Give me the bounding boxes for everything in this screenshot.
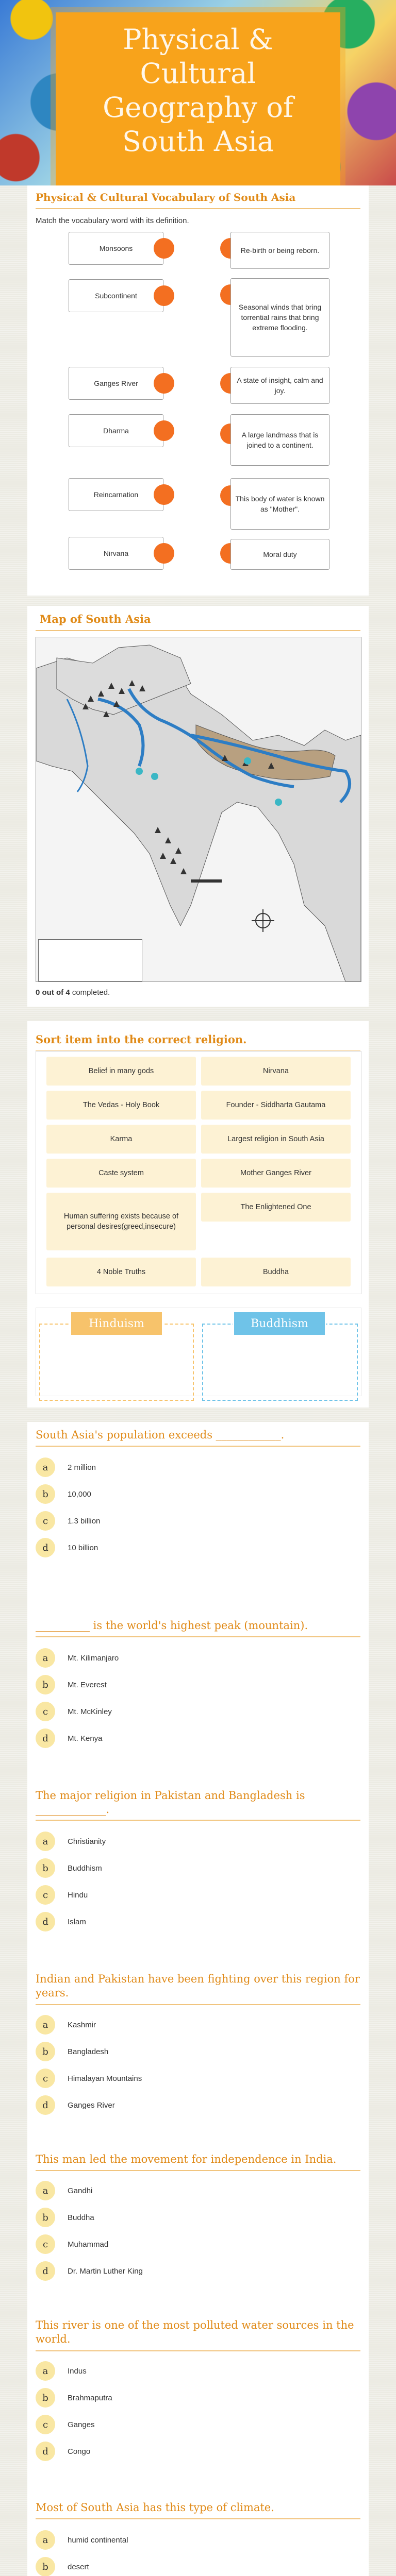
quiz-option[interactable]	[36, 1858, 102, 1878]
quiz-option[interactable]	[36, 2361, 87, 2381]
quiz-option[interactable]	[36, 2095, 115, 2115]
sort-card	[27, 1021, 369, 1408]
option-text: Christianity	[68, 1837, 106, 1846]
option-letter: d	[36, 2442, 55, 2461]
quiz-option[interactable]	[36, 2387, 112, 2408]
term-subcontinent[interactable]: Subcontinent	[69, 279, 163, 312]
option-text: 10 billion	[68, 1543, 98, 1552]
quiz-option[interactable]	[36, 1648, 119, 1668]
quiz-question: South Asia's population exceeds ____________.	[36, 1429, 285, 1441]
map-progress-suffix: completed.	[70, 988, 110, 997]
option-text: 10,000	[68, 1489, 91, 1499]
sort-item[interactable]: Mother Ganges River	[201, 1159, 351, 1188]
option-text: Dr. Martin Luther King	[68, 2266, 143, 2276]
quiz-option[interactable]	[36, 2441, 90, 2462]
option-letter: c	[36, 2415, 55, 2434]
option-text: Mt. Kenya	[68, 1734, 103, 1743]
quiz-option[interactable]	[36, 1537, 98, 1558]
option-letter: a	[36, 2015, 55, 2035]
term-ganges-river[interactable]: Ganges River	[69, 367, 163, 400]
hinduism-label: Hinduism	[70, 1311, 163, 1336]
definition-item[interactable]: A large landmass that is joined to a continent.	[230, 414, 329, 466]
sort-item[interactable]: Founder - Siddharta Gautama	[201, 1091, 351, 1120]
sort-bins-area	[36, 1308, 361, 1396]
buddhism-label: Buddhism	[233, 1311, 326, 1336]
term-monsoons[interactable]: Monsoons	[69, 232, 163, 265]
quiz-option[interactable]	[36, 2530, 128, 2550]
quiz-divider	[36, 1446, 360, 1447]
sort-item[interactable]: Belief in many gods	[46, 1057, 196, 1086]
option-text: Ganges River	[68, 2100, 115, 2110]
quiz-divider	[36, 2170, 360, 2171]
quiz-option[interactable]	[36, 1701, 112, 1722]
option-letter: d	[36, 2095, 55, 2115]
option-letter: c	[36, 2234, 55, 2254]
vocab-instructions: Match the vocabulary word with its definition.	[36, 216, 189, 225]
option-text: Brahmaputra	[68, 2393, 112, 2402]
quiz-option[interactable]	[36, 1911, 86, 1932]
sort-item[interactable]: Buddha	[201, 1258, 351, 1286]
option-text: Congo	[68, 2447, 91, 2456]
quiz-option[interactable]	[36, 2234, 108, 2255]
option-text: Hindu	[68, 1890, 88, 1900]
quiz-option[interactable]	[36, 2261, 143, 2281]
option-text: Mt. McKinley	[68, 1707, 112, 1716]
option-letter: b	[36, 2388, 55, 2408]
term-connector-dot[interactable]	[154, 543, 174, 564]
term-connector-dot[interactable]	[154, 238, 174, 259]
option-text: Bangladesh	[68, 2047, 109, 2056]
term-nirvana[interactable]: Nirvana	[69, 537, 163, 570]
option-text: Indus	[68, 2366, 87, 2376]
sort-item[interactable]: Caste system	[46, 1159, 196, 1188]
map-title: Map of South Asia	[36, 612, 360, 631]
quiz-divider	[36, 2004, 360, 2005]
term-dharma[interactable]: Dharma	[69, 414, 163, 447]
option-letter: d	[36, 1728, 55, 1748]
quiz-option[interactable]	[36, 2180, 92, 2201]
term-connector-dot[interactable]	[154, 373, 174, 394]
quiz-option[interactable]	[36, 2068, 142, 2089]
map-progress	[36, 988, 110, 997]
sort-items-grid	[36, 1051, 361, 1294]
quiz-option[interactable]	[36, 1674, 107, 1695]
option-text: desert	[68, 2562, 89, 2571]
option-text: Himalayan Mountains	[68, 2074, 142, 2083]
option-letter: b	[36, 2042, 55, 2061]
quiz-option[interactable]	[36, 1484, 91, 1504]
option-letter: d	[36, 2261, 55, 2281]
south-asia-map[interactable]	[36, 637, 361, 982]
quiz-question: Most of South Asia has this type of climate.	[36, 2501, 274, 2514]
quiz-section	[27, 1422, 369, 2576]
sort-item[interactable]: Largest religion in South Asia	[201, 1125, 351, 1154]
definition-item[interactable]: Moral duty	[230, 539, 329, 570]
quiz-option[interactable]	[36, 1728, 103, 1749]
option-text: Kashmir	[68, 2020, 96, 2029]
term-connector-dot[interactable]	[154, 420, 174, 441]
quiz-option[interactable]	[36, 1831, 106, 1852]
option-letter: a	[36, 1648, 55, 1668]
sort-item[interactable]: 4 Noble Truths	[46, 1258, 196, 1286]
option-letter: c	[36, 1702, 55, 1721]
quiz-divider	[36, 1636, 360, 1637]
vocab-title: Physical & Cultural Vocabulary of South Asia	[36, 185, 360, 209]
option-text: Buddhism	[68, 1863, 102, 1873]
option-letter: c	[36, 2069, 55, 2088]
option-text: 1.3 billion	[68, 1516, 101, 1526]
sort-item[interactable]: The Vedas - Holy Book	[46, 1091, 196, 1120]
sort-title: Sort item into the correct religion.	[36, 1032, 360, 1052]
option-text: Muhammad	[68, 2240, 109, 2249]
option-letter: d	[36, 1912, 55, 1931]
quiz-option[interactable]	[36, 2014, 96, 2035]
term-connector-dot[interactable]	[154, 484, 174, 505]
sort-item[interactable]: Human suffering exists because of personal desires(greed,insecure)	[46, 1193, 196, 1250]
option-letter: a	[36, 2530, 55, 2550]
map-inset	[38, 939, 142, 981]
hero-banner	[0, 0, 396, 185]
option-letter: b	[36, 2557, 55, 2576]
option-text: Mt. Kilimanjaro	[68, 1653, 119, 1663]
map-drawing	[36, 637, 361, 981]
option-letter: c	[36, 1511, 55, 1531]
option-letter: b	[36, 1484, 55, 1504]
page-title: Physical & Cultural Geography of South Asia	[103, 23, 293, 158]
quiz-option[interactable]	[36, 2041, 108, 2062]
option-letter: b	[36, 1858, 55, 1878]
definition-item[interactable]: A state of insight, calm and joy.	[230, 367, 329, 404]
quiz-question: This river is one of the most polluted water sources in the world.	[36, 2319, 354, 2346]
option-text: Gandhi	[68, 2186, 93, 2195]
quiz-option[interactable]	[36, 1457, 96, 1478]
quiz-question: __________ is the world's highest peak (mountain).	[36, 1619, 308, 1632]
option-letter: c	[36, 1885, 55, 1905]
definition-item[interactable]: This body of water is known as "Mother".	[230, 478, 329, 530]
quiz-divider	[36, 2350, 360, 2351]
option-text: Mt. Everest	[68, 1680, 107, 1689]
map-card	[27, 606, 369, 1007]
option-letter: a	[36, 2361, 55, 2381]
quiz-option[interactable]	[36, 1885, 88, 1905]
option-text: Buddha	[68, 2213, 94, 2222]
option-text: humid continental	[68, 2535, 128, 2545]
quiz-divider	[36, 1820, 360, 1821]
term-connector-dot[interactable]	[154, 285, 174, 306]
option-text: Ganges	[68, 2420, 95, 2429]
option-letter: d	[36, 1538, 55, 1557]
definition-item[interactable]: Re-birth or being reborn.	[230, 232, 329, 269]
option-letter: a	[36, 1458, 55, 1477]
hero-title-box	[56, 12, 340, 185]
quiz-option[interactable]	[36, 2414, 95, 2435]
vocab-card	[27, 185, 369, 596]
sort-item[interactable]: Nirvana	[201, 1057, 351, 1086]
quiz-option[interactable]	[36, 1511, 100, 1531]
sort-item[interactable]: Karma	[46, 1125, 196, 1154]
option-letter: b	[36, 1675, 55, 1694]
term-reincarnation[interactable]: Reincarnation	[69, 478, 163, 511]
option-letter: a	[36, 1832, 55, 1851]
quiz-question: The major religion in Pakistan and Bangladesh is _____________.	[36, 1789, 305, 1816]
definition-item[interactable]: Seasonal winds that bring torrential rains that bring extreme flooding.	[230, 278, 329, 357]
quiz-divider	[36, 2518, 360, 2519]
quiz-question: This man led the movement for independence in India.	[36, 2153, 337, 2165]
map-progress-count: 0 out of 4	[36, 988, 70, 997]
sort-item[interactable]: The Enlightened One	[201, 1193, 351, 1222]
option-text: 2 million	[68, 1463, 96, 1472]
option-letter: a	[36, 2181, 55, 2200]
option-letter: b	[36, 2208, 55, 2227]
quiz-option[interactable]	[36, 2207, 94, 2228]
option-text: Islam	[68, 1917, 86, 1926]
quiz-option[interactable]	[36, 2556, 89, 2576]
quiz-question: Indian and Pakistan have been fighting over this region for years.	[36, 1973, 360, 1999]
